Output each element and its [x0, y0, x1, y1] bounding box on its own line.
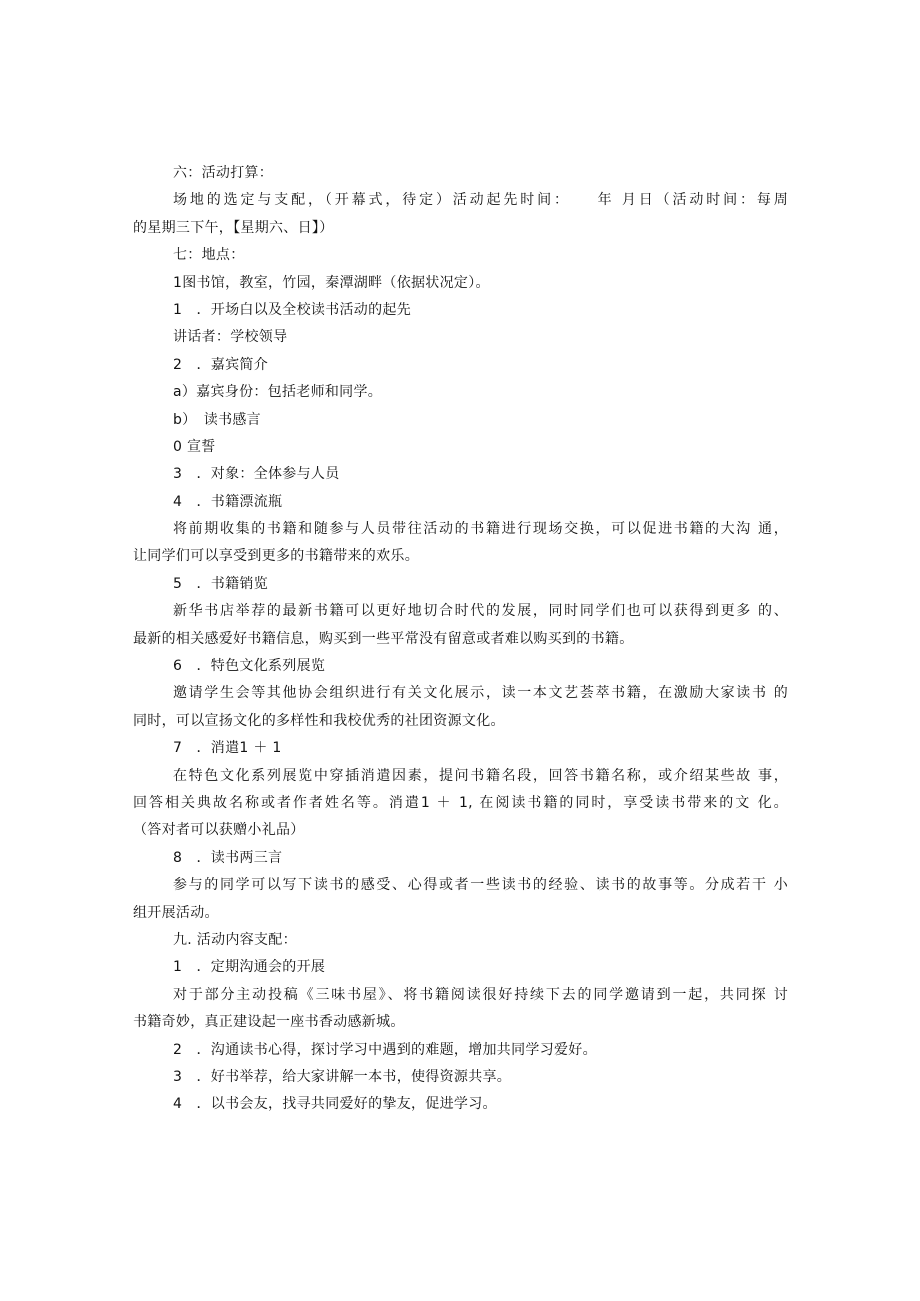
list-item-heading: 6 ．特色文化系列展览 — [173, 658, 326, 675]
paragraph-line: 讲话者：学校领导 — [173, 329, 288, 346]
paragraph-line: 场地的选定与支配，（开幕式，待定）活动起先时间： 年 月日（活动时间：每周 — [173, 192, 788, 209]
section-heading-plan: 六：活动打算： — [173, 165, 274, 181]
sub-list-item: 0 宣誓 — [173, 438, 216, 455]
sub-list-item: b） 读书感言 — [173, 411, 261, 428]
list-item-heading: 3 ．好书举荐，给大家讲解一本书，使得资源共享。 — [173, 1068, 512, 1085]
paragraph-line: （答对者可以获赠小礼品） — [133, 822, 305, 839]
paragraph-line: 新华书店举荐的最新书籍可以更好地切合时代的发展，同时同学们也可以获得到更多 的、 — [173, 603, 788, 620]
sub-list-item: a）嘉宾身份：包括老师和同学。 — [173, 384, 383, 401]
paragraph-line: 让同学们可以享受到更多的书籍带来的欢乐。 — [133, 548, 419, 565]
paragraph-line: 对于部分主动投稿《三味书屋》、将书籍阅读很好持续下去的同学邀请到一起，共同探 讨 — [173, 986, 788, 1003]
paragraph-line: 邀请学生会等其他协会组织进行有关文化展示，读一本文艺荟萃书籍，在激励大家读书 的 — [173, 685, 788, 702]
list-item-heading: 5 ．书籍销览 — [173, 575, 269, 592]
document-body — [133, 160, 788, 1119]
list-item-heading: 1 ．开场白以及全校读书活动的起先 — [173, 301, 412, 318]
paragraph-line: 的星期三下午，【星期六、日】） — [133, 219, 334, 236]
paragraph-line: 书籍奇妙，真正建设起一座书香动感新城。 — [133, 1014, 405, 1031]
list-item-heading: 4 ．以书会友，找寻共同爱好的挚友，促进学习。 — [173, 1096, 497, 1113]
paragraph-line: 在特色文化系列展览中穿插消遣因素，提问书籍名段，回答书籍名称，或介绍某些故 事， — [173, 767, 788, 784]
list-item-heading: 8 ．读书两三言 — [173, 849, 283, 866]
section-heading-content: 九. 活动内容支配： — [173, 931, 297, 948]
paragraph-line: 同时，可以宣扬文化的多样性和我校优秀的社团资源文化。 — [133, 712, 505, 729]
paragraph-line: 组开展活动。 — [133, 904, 219, 921]
list-item-heading: 2 ．嘉宾简介 — [173, 356, 269, 373]
list-item-heading: 7 ．消遣1 ＋ 1 — [173, 740, 282, 757]
list-item-heading: 1 ．定期沟通会的开展 — [173, 959, 326, 976]
section-heading-location: 七：地点： — [173, 247, 245, 264]
paragraph-line: 回答相关典故名称或者作者姓名等。消遣1 ＋ 1, 在阅读书籍的同时，享受读书带来的文 化。 — [133, 794, 788, 811]
list-item-heading: 4 ．书籍漂流瓶 — [173, 493, 283, 510]
paragraph-line: 将前期收集的书籍和随参与人员带往活动的书籍进行现场交换，可以促进书籍的大沟 通， — [173, 521, 788, 538]
paragraph-line: 1图书馆，教室，竹园，秦潭湖畔（依据状况定）。 — [173, 274, 490, 291]
list-item-heading: 2 ．沟通读书心得，探讨学习中遇到的难题，增加共同学习爱好。 — [173, 1041, 597, 1058]
paragraph-line: 最新的相关感爱好书籍信息，购买到一些平常没有留意或者难以购买到的书籍。 — [133, 630, 634, 647]
paragraph-line: 参与的同学可以写下读书的感受、心得或者一些读书的经验、读书的故事等。分成若干 小 — [173, 877, 788, 894]
list-item-heading: 3 ．对象：全体参与人员 — [173, 466, 340, 483]
